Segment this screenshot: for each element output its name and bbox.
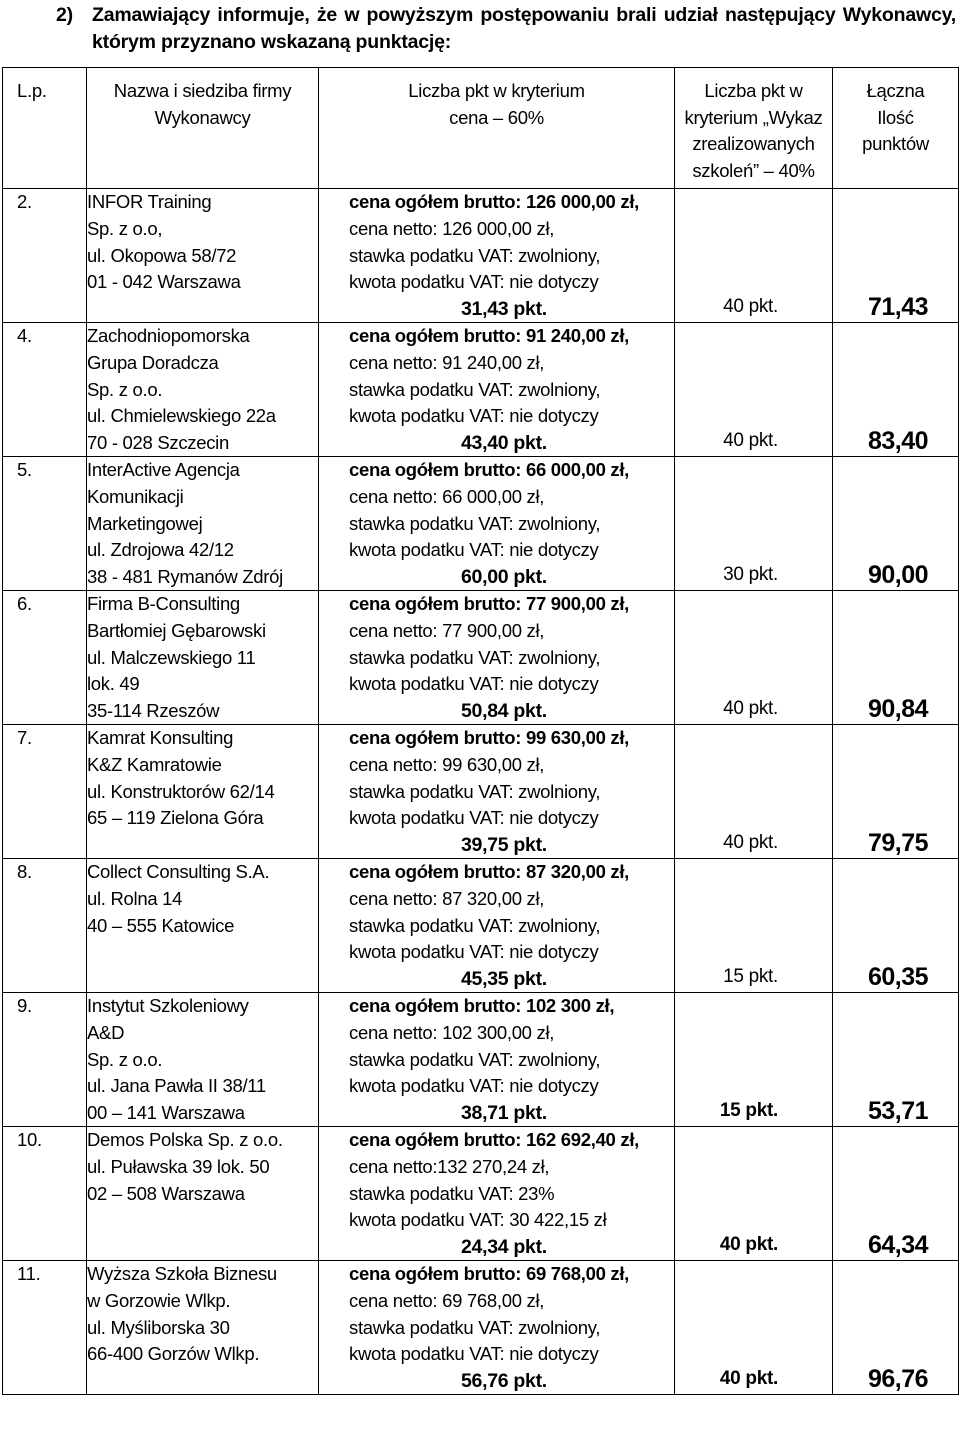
vat-rate: stawka podatku VAT: zwolniony, <box>349 378 601 400</box>
price-gross: cena ogółem brutto: 77 900,00 zł, <box>349 593 630 615</box>
contractor-name-address <box>87 859 319 993</box>
contractor-address-line: 00 – 141 Warszawa <box>87 1101 245 1123</box>
contractor-address-line <box>87 939 318 966</box>
contractor-name: INFOR Training <box>87 191 212 213</box>
contractor-address-line: ul. Konstruktorów 62/14 <box>87 780 275 802</box>
price-gross: cena ogółem brutto: 91 240,00 zł, <box>349 325 630 347</box>
table-row <box>3 859 959 993</box>
row-number: 2. <box>3 189 87 323</box>
price-criterion <box>319 591 675 725</box>
total-value: 64,34 <box>867 1230 928 1259</box>
contractor-address-line <box>87 832 318 859</box>
price-gross: cena ogółem brutto: 69 768,00 zł, <box>349 1263 630 1285</box>
contractor-address-line: 38 - 481 Rymanów Zdrój <box>87 565 283 587</box>
contractor-address-line: ul. Malczewskiego 11 <box>87 646 256 668</box>
wykaz-points: 40 pkt. <box>719 1233 778 1255</box>
contractor-address-line: Sp. z o.o, <box>87 217 163 239</box>
table-row <box>3 1127 959 1261</box>
price-net: cena netto: 69 768,00 zł, <box>349 1289 545 1311</box>
contractor-address-line: ul. Chmielewskiego 22a <box>87 405 276 427</box>
contractor-name-address <box>87 323 319 457</box>
total-value: 71,43 <box>867 292 928 321</box>
contractor-address-line: Bartłomiej Gębarowski <box>87 619 266 641</box>
contractor-name-address <box>87 189 319 323</box>
row-number: 7. <box>3 725 87 859</box>
contractor-address-line: ul. Puławska 39 lok. 50 <box>87 1155 270 1177</box>
wykaz-points: 30 pkt. <box>723 563 778 585</box>
wykaz-criterion <box>675 189 833 323</box>
row-number: 8. <box>3 859 87 993</box>
header-lp: L.p. <box>3 68 87 189</box>
vat-rate: stawka podatku VAT: zwolniony, <box>349 244 601 266</box>
wykaz-points: 40 pkt. <box>723 831 778 853</box>
wykaz-points: 40 pkt. <box>723 429 778 451</box>
total-value: 90,84 <box>867 694 928 723</box>
wykaz-criterion <box>675 1261 833 1395</box>
contractor-address-line <box>87 1368 318 1395</box>
price-points: 31,43 pkt. <box>461 297 547 320</box>
table-row <box>3 1261 959 1395</box>
price-net: cena netto:132 270,24 zł, <box>349 1155 550 1177</box>
price-net: cena netto: 87 320,00 zł, <box>349 887 545 909</box>
contractor-address-line: 40 – 555 Katowice <box>87 914 235 936</box>
intro-number: 2) <box>56 4 73 26</box>
wykaz-points: 40 pkt. <box>723 295 778 317</box>
contractor-address-line: Grupa Doradcza <box>87 351 219 373</box>
price-points: 50,84 pkt. <box>461 699 547 722</box>
contractor-address-line: ul. Zdrojowa 42/12 <box>87 539 234 561</box>
price-criterion <box>319 859 675 993</box>
contractor-name: Instytut Szkoleniowy <box>87 995 249 1017</box>
contractor-name-address <box>87 1261 319 1395</box>
vat-rate: stawka podatku VAT: zwolniony, <box>349 914 601 936</box>
contractor-name: Collect Consulting S.A. <box>87 861 270 883</box>
row-number: 5. <box>3 457 87 591</box>
vat-amount: kwota podatku VAT: nie dotyczy <box>349 941 599 963</box>
total-value: 96,76 <box>867 1364 928 1393</box>
total-points <box>833 1261 959 1395</box>
price-gross: cena ogółem brutto: 99 630,00 zł, <box>349 727 630 749</box>
price-gross: cena ogółem brutto: 87 320,00 zł, <box>349 861 630 883</box>
vat-amount: kwota podatku VAT: nie dotyczy <box>349 1343 599 1365</box>
wykaz-criterion <box>675 457 833 591</box>
contractor-address-line: 35-114 Rzeszów <box>87 699 220 721</box>
header-total: Łączna Ilość punktów <box>833 68 959 189</box>
contractor-address-line: Sp. z o.o. <box>87 378 163 400</box>
price-criterion <box>319 725 675 859</box>
row-number: 9. <box>3 993 87 1127</box>
price-criterion <box>319 189 675 323</box>
table-row <box>3 591 959 725</box>
vat-amount: kwota podatku VAT: nie dotyczy <box>349 807 599 829</box>
table-row <box>3 189 959 323</box>
price-points: 45,35 pkt. <box>461 967 547 990</box>
contractor-address-line: 01 - 042 Warszawa <box>87 271 241 293</box>
vat-rate: stawka podatku VAT: zwolniony, <box>349 512 601 534</box>
contractor-address-line: ul. Myśliborska 30 <box>87 1316 230 1338</box>
total-points <box>833 1127 959 1261</box>
price-points: 60,00 pkt. <box>461 565 547 588</box>
price-net: cena netto: 126 000,00 zł, <box>349 217 555 239</box>
price-net: cena netto: 66 000,00 zł, <box>349 485 545 507</box>
price-net: cena netto: 91 240,00 zł, <box>349 351 545 373</box>
wykaz-points: 15 pkt. <box>723 965 778 987</box>
price-net: cena netto: 77 900,00 zł, <box>349 619 545 641</box>
contractor-name: Kamrat Konsulting <box>87 727 234 749</box>
price-points: 43,40 pkt. <box>461 431 547 454</box>
table-row <box>3 323 959 457</box>
contractor-name-address <box>87 591 319 725</box>
wykaz-criterion <box>675 993 833 1127</box>
vat-amount: kwota podatku VAT: nie dotyczy <box>349 1075 599 1097</box>
contractor-name-address <box>87 993 319 1127</box>
contractor-address-line: 02 – 508 Warszawa <box>87 1182 245 1204</box>
price-net: cena netto: 102 300,00 zł, <box>349 1021 555 1043</box>
vat-amount: kwota podatku VAT: nie dotyczy <box>349 539 599 561</box>
row-number: 10. <box>3 1127 87 1261</box>
contractor-name-address <box>87 725 319 859</box>
header-wykaz: Liczba pkt w kryterium „Wykaz zrealizowanych szkoleń” – 40% <box>675 68 833 189</box>
contractor-address-line: Marketingowej <box>87 512 203 534</box>
contractor-name: Firma B-Consulting <box>87 593 240 615</box>
contractor-address-line: ul. Rolna 14 <box>87 887 183 909</box>
total-points <box>833 189 959 323</box>
contractor-address-line: Komunikacji <box>87 485 184 507</box>
contractor-name: Zachodniopomorska <box>87 325 250 347</box>
wykaz-points: 40 pkt. <box>723 697 778 719</box>
header-name: Nazwa i siedziba firmy Wykonawcy <box>87 68 319 189</box>
vat-rate: stawka podatku VAT: zwolniony, <box>349 1048 601 1070</box>
total-value: 83,40 <box>867 426 928 455</box>
contractor-address-line: w Gorzowie Wlkp. <box>87 1289 231 1311</box>
price-criterion <box>319 993 675 1127</box>
table-header-row <box>3 68 959 189</box>
price-criterion <box>319 1127 675 1261</box>
contractor-name: InterActive Agencja <box>87 459 240 481</box>
contractor-address-line <box>87 1207 318 1234</box>
contractor-address-line: 65 – 119 Zielona Góra <box>87 807 264 829</box>
wykaz-criterion <box>675 1127 833 1261</box>
row-number: 6. <box>3 591 87 725</box>
vat-amount: kwota podatku VAT: nie dotyczy <box>349 271 599 293</box>
contractor-address-line: lok. 49 <box>87 673 140 695</box>
contractor-address-line: 66-400 Gorzów Wlkp. <box>87 1343 260 1365</box>
price-gross: cena ogółem brutto: 66 000,00 zł, <box>349 459 630 481</box>
intro-paragraph <box>56 2 956 56</box>
price-criterion <box>319 457 675 591</box>
vat-rate: stawka podatku VAT: zwolniony, <box>349 780 601 802</box>
contractor-address-line: ul. Okopowa 58/72 <box>87 244 237 266</box>
table-row <box>3 993 959 1127</box>
contractor-address-line: Sp. z o.o. <box>87 1048 163 1070</box>
wykaz-criterion <box>675 859 833 993</box>
vat-rate: stawka podatku VAT: zwolniony, <box>349 1316 601 1338</box>
total-value: 90,00 <box>867 560 928 589</box>
scoring-table <box>2 67 959 1395</box>
price-gross: cena ogółem brutto: 102 300 zł, <box>349 995 615 1017</box>
vat-rate: stawka podatku VAT: zwolniony, <box>349 646 601 668</box>
intro-text: Zamawiający informuje, że w powyższym postępowaniu brali udział następujący Wykonawcy, którym przyznano wskazaną punktację: <box>92 4 956 53</box>
contractor-name: Wyższa Szkoła Biznesu <box>87 1263 277 1285</box>
total-points <box>833 323 959 457</box>
price-gross: cena ogółem brutto: 126 000,00 zł, <box>349 191 640 213</box>
row-number: 11. <box>3 1261 87 1395</box>
vat-amount: kwota podatku VAT: nie dotyczy <box>349 405 599 427</box>
contractor-name: Demos Polska Sp. z o.o. <box>87 1129 283 1151</box>
contractor-address-line: A&D <box>87 1021 125 1043</box>
header-price: Liczba pkt w kryterium cena – 60% <box>319 68 675 189</box>
contractor-name-address <box>87 457 319 591</box>
contractor-address-line: 70 - 028 Szczecin <box>87 431 229 453</box>
total-value: 79,75 <box>867 828 928 857</box>
vat-amount: kwota podatku VAT: nie dotyczy <box>349 673 599 695</box>
price-criterion <box>319 323 675 457</box>
vat-amount: kwota podatku VAT: 30 422,15 zł <box>349 1209 607 1231</box>
contractor-address-line: K&Z Kamratowie <box>87 753 222 775</box>
wykaz-points: 15 pkt. <box>719 1099 778 1121</box>
price-points: 38,71 pkt. <box>461 1101 547 1124</box>
contractor-address-line: ul. Jana Pawła II 38/11 <box>87 1075 266 1097</box>
price-points: 24,34 pkt. <box>461 1235 547 1258</box>
price-net: cena netto: 99 630,00 zł, <box>349 753 545 775</box>
price-points: 39,75 pkt. <box>461 833 547 856</box>
wykaz-points: 40 pkt. <box>719 1367 778 1389</box>
wykaz-criterion <box>675 725 833 859</box>
row-number: 4. <box>3 323 87 457</box>
vat-rate: stawka podatku VAT: 23% <box>349 1182 555 1204</box>
total-points <box>833 457 959 591</box>
total-value: 60,35 <box>867 962 928 991</box>
total-value: 53,71 <box>867 1096 928 1125</box>
total-points <box>833 725 959 859</box>
wykaz-criterion <box>675 323 833 457</box>
total-points <box>833 591 959 725</box>
table-row <box>3 457 959 591</box>
price-criterion <box>319 1261 675 1395</box>
table-row <box>3 725 959 859</box>
total-points <box>833 859 959 993</box>
contractor-address-line <box>87 966 318 993</box>
contractor-address-line <box>87 1234 318 1261</box>
price-points: 56,76 pkt. <box>461 1369 547 1392</box>
price-gross: cena ogółem brutto: 162 692,40 zł, <box>349 1129 640 1151</box>
wykaz-criterion <box>675 591 833 725</box>
contractor-name-address <box>87 1127 319 1261</box>
total-points <box>833 993 959 1127</box>
